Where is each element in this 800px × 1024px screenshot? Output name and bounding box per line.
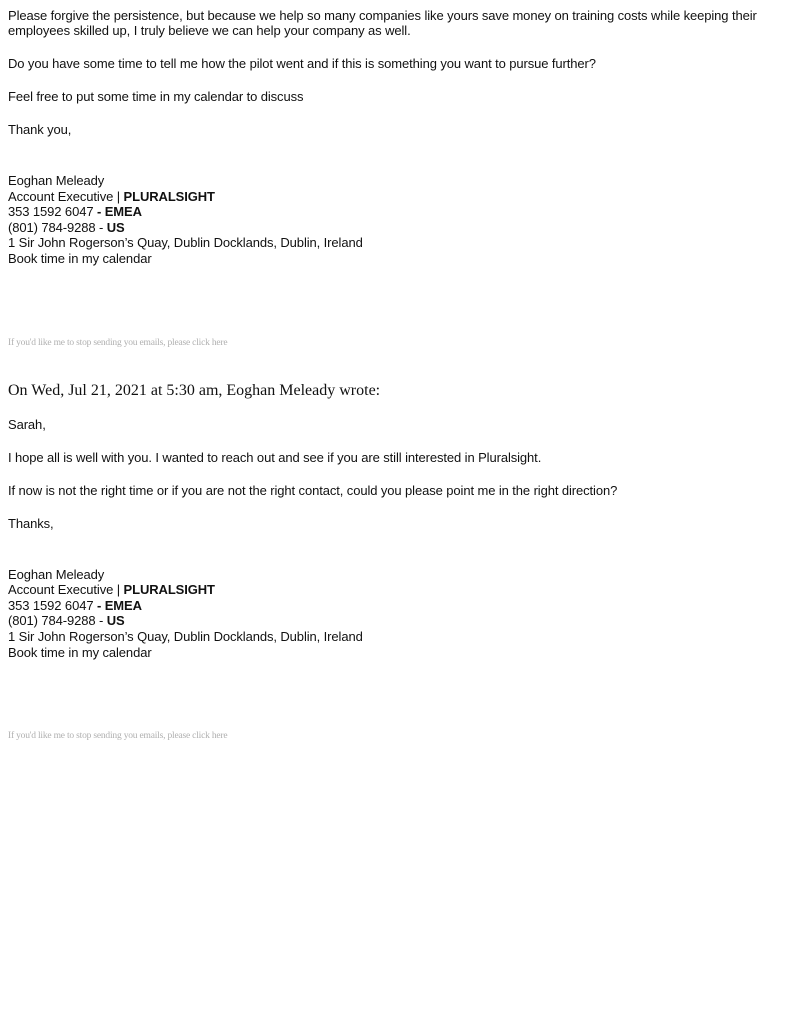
signature-phone-us-line: [8, 220, 792, 236]
signature-title-line: [8, 582, 792, 598]
signature-phone-us-line: [8, 613, 792, 629]
unsubscribe-link[interactable]: If you'd like me to stop sending you emails, please click here: [8, 337, 228, 348]
spacer: [8, 349, 792, 381]
signature-title-line: [8, 189, 792, 205]
quoted-paragraph-1: I hope all is well with you. I wanted to reach out and see if you are still interested in Pluralsight.: [8, 449, 542, 465]
book-calendar-link[interactable]: Book time in my calendar: [8, 250, 152, 266]
signature-phone-emea-line: [8, 598, 792, 614]
intro-paragraph-1: Please forgive the persistence, but because we help so many companies like yours save money on training costs while keeping their employees skilled up, I truly believe we can help your company as well.: [8, 8, 757, 38]
signature-phone-emea: 353 1592 6047: [8, 204, 97, 220]
email-body: [8, 8, 792, 742]
unsubscribe-notice: [8, 730, 792, 742]
signature-phone-us: (801) 784-9288 -: [8, 219, 107, 235]
spacer: [8, 660, 792, 730]
unsubscribe-notice: [8, 337, 792, 349]
spacer: [8, 401, 792, 417]
signature-address: 1 Sir John Rogerson’s Quay, Dublin Docklands, Dublin, Ireland: [8, 628, 363, 644]
intro-sign-off: Thank you,: [8, 122, 72, 137]
quoted-sign-off: Thanks,: [8, 515, 54, 531]
spacer: [8, 267, 792, 337]
signature-region-us: US: [106, 219, 125, 235]
signature-company: PLURALSIGHT: [123, 188, 215, 204]
book-calendar-link[interactable]: Book time in my calendar: [8, 644, 152, 660]
signature-company: PLURALSIGHT: [123, 582, 215, 598]
signature-block: [8, 173, 792, 267]
signature-name: Eoghan Meleady: [8, 566, 105, 582]
signature-name: Eoghan Meleady: [8, 173, 105, 188]
intro-paragraph-3: Feel free to put some time in my calendar to discuss: [8, 89, 304, 104]
signature-region-emea: - EMEA: [96, 204, 142, 220]
quoted-signature-block: [8, 567, 792, 661]
quoted-paragraph-2: If now is not the right time or if you are not the right contact, could you please point me in the right direction?: [8, 482, 618, 498]
quoted-reply-header: On Wed, Jul 21, 2021 at 5:30 am, Eoghan Meleady wrote:: [8, 381, 381, 399]
signature-address: 1 Sir John Rogerson’s Quay, Dublin Docklands, Dublin, Ireland: [8, 235, 363, 251]
signature-region-us: US: [106, 613, 125, 629]
intro-paragraph-2: Do you have some time to tell me how the pilot went and if this is something you want to pursue further?: [8, 56, 596, 71]
unsubscribe-link[interactable]: If you'd like me to stop sending you emails, please click here: [8, 731, 228, 742]
signature-phone-us: (801) 784-9288 -: [8, 613, 107, 629]
signature-region-emea: - EMEA: [96, 597, 142, 613]
signature-title: Account Executive |: [8, 188, 124, 204]
signature-phone-emea: 353 1592 6047: [8, 597, 97, 613]
quoted-greeting: Sarah,: [8, 416, 46, 432]
signature-title: Account Executive |: [8, 582, 124, 598]
signature-phone-emea-line: [8, 204, 792, 220]
